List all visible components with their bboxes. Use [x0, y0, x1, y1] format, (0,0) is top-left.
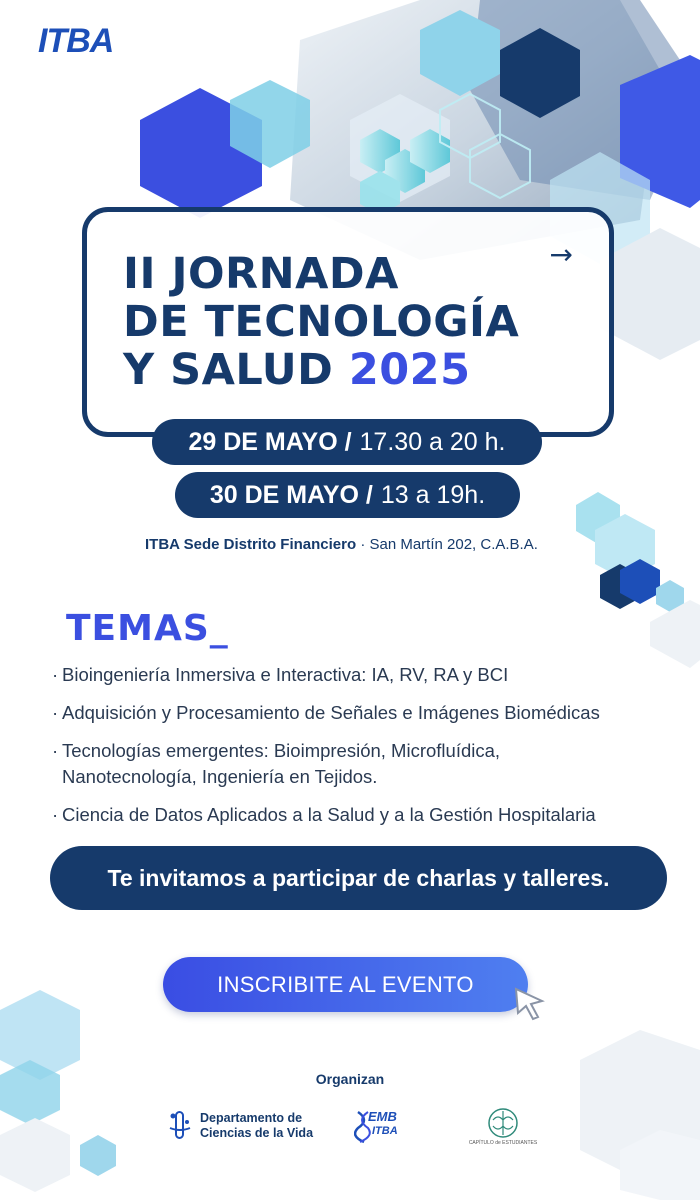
topics-heading: TEMAS_: [66, 608, 229, 649]
date-pill-2: [175, 472, 520, 518]
bullet: ·: [52, 664, 59, 685]
title-line-2: DE TECNOLOGÍA: [123, 297, 520, 347]
emb-itba-logo: [354, 1108, 404, 1144]
dept-ciencias-vida-logo: [168, 1108, 313, 1144]
capitulo-estudiantes-logo: [462, 1108, 544, 1154]
capitulo-text: CAPÍTULO de ESTUDIANTES: [468, 1140, 538, 1146]
event-location: [145, 536, 538, 553]
topic-text: Tecnologías emergentes: Bioimpresión, Microfluídica, Nanotecnología, Ingeniería en Tejidos.: [62, 740, 501, 787]
invite-banner: Te invitamos a participar de charlas y talleres.: [50, 846, 667, 910]
title-line-1: II JORNADA: [123, 249, 399, 299]
organizers-label: Organizan: [315, 1071, 385, 1087]
bullet: ·: [52, 740, 59, 761]
title-year: 2025: [348, 345, 471, 395]
date-day: 29 DE MAYO /: [188, 427, 352, 456]
title-card: [82, 207, 614, 437]
dept-name: [200, 1111, 313, 1141]
register-button[interactable]: INSCRIBITE AL EVENTO: [163, 957, 528, 1012]
small-cyan-hexagon-bottom: [80, 1135, 116, 1176]
list-item: [52, 662, 692, 688]
list-item: [52, 802, 692, 828]
arrow-right-icon: →: [549, 238, 573, 271]
list-item: [52, 738, 582, 790]
topic-text: Bioingeniería Inmersiva e Interactiva: IA, RV, RA y BCI: [62, 664, 509, 685]
topic-text: Adquisición y Procesamiento de Señales e Imágenes Biomédicas: [62, 702, 600, 723]
brain-icon: [462, 1108, 544, 1140]
date-pill-1: [152, 419, 542, 465]
emb-text: EMB: [368, 1109, 397, 1124]
dept-line-2: Ciencias de la Vida: [200, 1126, 314, 1140]
gray-hexagon-mid: [650, 600, 700, 668]
list-item: [52, 700, 692, 726]
bullet: ·: [52, 804, 59, 825]
title-line-3-main: Y SALUD: [123, 345, 349, 395]
venue-name: ITBA Sede Distrito Financiero: [145, 536, 357, 553]
gray-hexagon-bottom: [0, 1118, 70, 1192]
cursor-pointer-icon: [512, 985, 548, 1021]
event-title: [123, 250, 519, 394]
emb-itba-text: ITBA: [372, 1125, 398, 1137]
topics-list: [52, 662, 692, 840]
itba-logo: ITBA: [38, 22, 114, 60]
topic-text: Ciencia de Datos Aplicados a la Salud y a la Gestión Hospitalaria: [62, 804, 596, 825]
title-line-3: [123, 346, 519, 394]
dept-line-1: Departamento de: [200, 1111, 303, 1125]
venue-address: · San Martín 202, C.A.B.A.: [356, 536, 538, 553]
bullet: ·: [52, 702, 59, 723]
date-time: 17.30 a 20 h.: [359, 427, 506, 456]
test-tube-icon: [168, 1108, 192, 1144]
date-day: 30 DE MAYO /: [209, 480, 373, 509]
date-time: 13 a 19h.: [380, 480, 486, 509]
